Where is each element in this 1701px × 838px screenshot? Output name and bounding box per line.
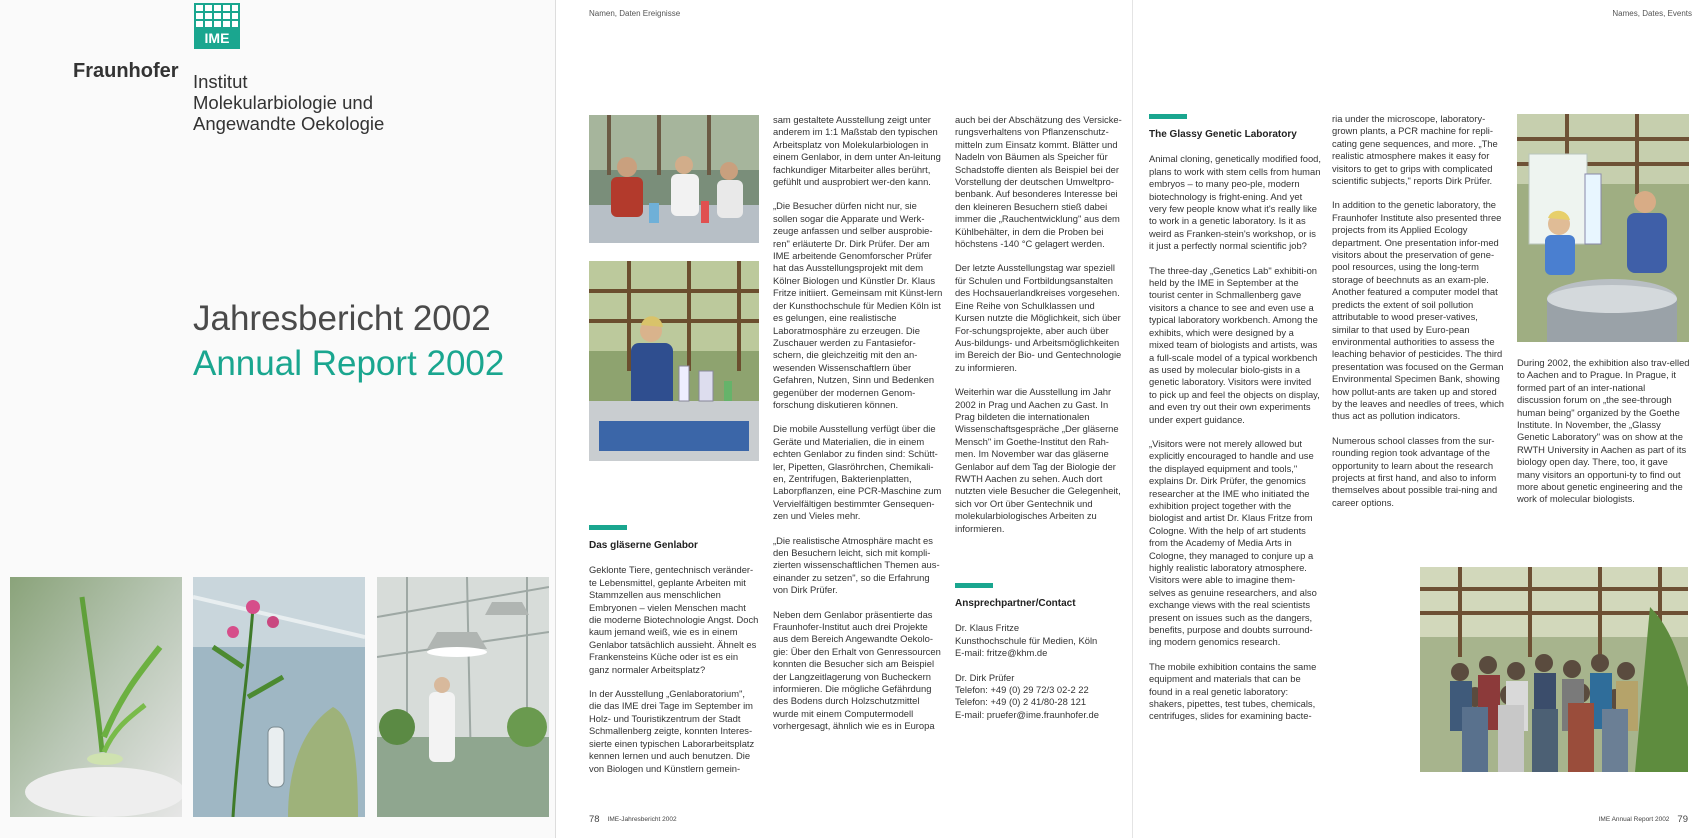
title-english: Annual Report 2002 bbox=[193, 344, 505, 383]
photo-woman-lab-bench bbox=[589, 261, 759, 461]
text-column-2 bbox=[1332, 113, 1504, 521]
institute-line: Institut bbox=[193, 71, 248, 92]
photo-greenhouse-lab bbox=[377, 577, 549, 817]
heading-accent-bar bbox=[1149, 114, 1187, 119]
ime-logo bbox=[194, 3, 240, 49]
text-column-3 bbox=[955, 114, 1125, 547]
paragraph: In addition to the genetic laboratory, the Fraunhofer Institute also presented three projects from its Applied Ecology department. One presentation infor-med visitors about the preservation of gene-pool resources, using the long-term storage of beechnuts as an exam-ple. Another featured a computer model that predicts the extent of soil pollution attributable to wood preser-vatives, similar to that used by Euro-pean environmental authorities to assess the leaching behavior of pesticides. The third presentation was focused on the German Environmental Specimen Bank, showing how pollut-ants are taken up and stored by the leaves and needles of trees, which thus act as pollution indicators. bbox=[1332, 199, 1504, 422]
paragraph: Die mobile Ausstellung verfügt über die Geräte und Materialien, die in einem echten Genlabor zu finden sind: Schütt-ler, Pipetten, Glasröhrchen, Chemikali-en, Zentrifugen, Bakterienplatten, Laborpflanzen, eine PCR-Maschine zum Vervielfältigen bestimmter Gensequen-zen und Vieles mehr. bbox=[773, 423, 942, 522]
paragraph: Geklonte Tiere, gentechnisch veränder-te Lebensmittel, geplante Arbeiten mit Stammzellen aus menschlichen Embryonen – vielen Menschen macht die moderne Biotechnologie Angst. Doch kaum jemand weiß, wie es in einem Genlabor tatsächlich aussieht. Ähnelt es Frankensteins Küche oder ist es ein ganz normaler Arbeitsplatz? bbox=[589, 564, 759, 675]
contact-email: E-mail: fritze@khm.de bbox=[955, 647, 1048, 659]
paragraph: During 2002, the exhibition also trav-elled to Aachen and to Prague. In Prague, it formed part of an inter-national discussion forum on „the see-through human being" organized by the Goethe Institute. In November, the „Glassy Genetic Laboratory" was on show at the RWTH University in Aachen as part of its biology open day. There, too, it gave many visitors an opportuni-ty to find out more about genetic engineering and the work of molecular biologists. bbox=[1517, 357, 1690, 505]
paragraph: „Visitors were not merely allowed but explicitly encouraged to handle and use the displayed equipment and tools," explains Dr. Dirk Prüfer, the genomics researcher at the IME who initiated the exhibition project together with the biologist and artist Dr. Klaus Fritze from Cologne. With the help of art students from the Academy of Media Arts in Cologne, they managed to conjure up a highly realistic laboratory atmosphere. Visitors were able to imagine them-selves as genuine researchers, and also exchange views with the real scientists present on issues such as the dangers, benefits, purpose and doubts surround-ing modern genomics research. bbox=[1149, 437, 1317, 648]
paragraph: The three-day „Genetics Lab" exhibiti-on held by the IME in September at the tourist center in Schmallenberg gave visitors a chance to see and even use a typical laboratory workbench. Among the exhibits, which were designed by a mixed team of biologists and artists, was a full-scale model of a typical workbench as used by molecular biolo-gists in a genetic laboratory. Visitors were invited to pick up and feel the objects on display, and even try out their own experiments under expert guidance. bbox=[1149, 264, 1320, 425]
institute-line: Angewandte Oekologie bbox=[193, 113, 385, 134]
heading-accent-bar bbox=[955, 583, 993, 588]
logo-grid-icon bbox=[194, 3, 240, 33]
paragraph: Animal cloning, genetically modified food, plans to work with stem cells from human embryos – to many peo-ple, modern biotechnology is fright-ening. And yet very few people know what it's really like to work in a genetic laboratory. Is it as weird as Franken-stein's workshop, or is it just a perfectly normal scientific job? bbox=[1149, 153, 1321, 252]
photo-visitors-lab bbox=[589, 115, 759, 243]
contact-line: Kunsthochschule für Medien, Köln bbox=[955, 634, 1098, 646]
page-number: 78 bbox=[589, 814, 600, 825]
institute-line: Molekularbiologie und bbox=[193, 92, 373, 113]
contact-heading: Ansprechpartner/Contact bbox=[955, 598, 1076, 609]
paragraph: Neben dem Genlabor präsentierte das Fraunhofer-Institut auch drei Projekte aus dem Bereich Angewandte Oekolo-gie: Über den Erhalt von Genressourcen konnten die Besucher sich am Beispiel der Langzeitlagerung von Bucheckern informieren. Die mögliche Gefährdung des Bodens durch Holzschutzmittel wurde mit einem Computermodell vorhergesagt, ähnlich wie es in Europa bbox=[773, 608, 941, 732]
contact-box bbox=[955, 583, 1125, 733]
page-number: 79 bbox=[1677, 814, 1688, 825]
contact-line: Dr. Dirk Prüfer bbox=[955, 671, 1015, 683]
paragraph: „Die Besucher dürfen nicht nur, sie sollen sogar die Apparate und Werk-zeuge anfassen und selber ausprobie-ren" erläuterte Dr. Dirk Prüfer. Der am IME arbeitende Genomforscher Prüfer hat das Ausstellungsprojekt mit dem Kölner Biologen und Künstler Dr. Klaus Fritze initiiert. Gemeinsam mit Künst-lern der Kunsthochschule für Medien Köln ist es gelungen, eine realistische Laboratmosphäre zu erzeugen. Die Zuschauer werden zu Fantasiefor-schern, die gleichzeitig mit den an-wesenden Wissenschaftlern über Gefahren, Nutzen, Sinn und Bedenken gegenüber der modernen Genom-forschung diskutieren können. bbox=[773, 200, 943, 410]
logo-text: IME bbox=[204, 30, 230, 46]
text-column-3 bbox=[1517, 357, 1691, 518]
contact-entry bbox=[955, 622, 1125, 659]
paragraph: Der letzte Ausstellungstag war speziell für Schulen und Fortbildungsanstalten des Hochsauerlandkreises vorgesehen. Eine Reihe von Schulklassen und Kursen nutzte die Möglichkeit, sich über For-schungsprojekte, aber auch über Aus-bildungs- und Arbeitsmöglichkeiten im Bereich der Bio- und Gentechnologie zu informieren. bbox=[955, 262, 1122, 373]
paragraph: Weiterhin war die Ausstellung im Jahr 2002 in Prag und Aachen zu Gast. In Prag bildeten die internationalen Wissenschaftsgespräche „Der gläserne Mensch" im Goethe-Institut den Rah-men. Im November war das gläserne Genlabor auf dem Tag der Biologie der RWTH Aachen zu sehen. Auch dort nutzten viele Besucher die Gelegenheit, sich vor Ort über Gentechnik und molekularbiologisches Arbeiten zu informieren. bbox=[955, 386, 1121, 534]
running-head: Names, Dates, Events bbox=[1612, 9, 1692, 18]
page-78 bbox=[555, 0, 1133, 838]
text-column-1 bbox=[1149, 114, 1321, 735]
contact-line: Dr. Klaus Fritze bbox=[955, 622, 1020, 634]
text-column-1 bbox=[589, 525, 759, 787]
text-column-2 bbox=[773, 114, 943, 745]
article-heading: Das gläserne Genlabor bbox=[589, 540, 698, 551]
title-german: Jahresbericht 2002 bbox=[193, 299, 491, 338]
photo-child-demo bbox=[1517, 114, 1689, 342]
photo-plant-vial bbox=[193, 577, 365, 817]
article-heading: The Glassy Genetic Laboratory bbox=[1149, 129, 1297, 140]
photo-crowd-exhibition bbox=[1420, 567, 1688, 772]
contact-phone: Telefon: +49 (0) 29 72/3 02-2 22 bbox=[955, 684, 1089, 696]
paragraph: auch bei der Abschätzung des Versicke-rungsverhaltens von Pflanzenschutz-mitteln zum Einsatz kommt. Blätter und Nadeln von Bäumen als Speicher für Schadstoffe dienten als Beispiel bei der Vorstellung der deutschen Umweltpro-benbank. Auf besonderes Interesse bei den kleineren Besuchern stieß dabei immer die „Rauchentwicklung" aus dem Kühlbehälter, in dem die Proben bei höchstens -140 °C gelagert werden. bbox=[955, 114, 1122, 250]
heading-accent-bar bbox=[589, 525, 627, 530]
photo-seedling bbox=[10, 577, 182, 817]
paragraph: In der Ausstellung „Genlaboratorium", die das IME drei Tage im September im Holz- und Touristikzentrum der Stadt Schmallenberg zeigte, konnten Interes-sierte einen typischen Laborarbeitsplatz kennen lernen und auch benutzen. Die von Biologen und Künstlern gemein- bbox=[589, 688, 755, 774]
paragraph: The mobile exhibition contains the same equipment and materials that can be found in a real genetic laboratory: shakers, pipettes, test tubes, chemicals, centrifuges, slides for examining bacte- bbox=[1149, 660, 1317, 722]
page-79 bbox=[1132, 0, 1701, 838]
paragraph: sam gestaltete Ausstellung zeigt unter anderem im 1:1 Maßstab den typischen Arbeitsplatz von Molekularbiologen in einem Genlabor, in dem unter An-leitung fachkundiger Mitarbeiter alles berührt, gefühlt und ausprobiert wer-den kann. bbox=[773, 114, 941, 188]
contact-phone: Telefon: +49 (0) 2 41/80-28 121 bbox=[955, 696, 1087, 708]
page-folio bbox=[589, 814, 677, 825]
paragraph: ria under the microscope, laboratory-grown plants, a PCR machine for repli-cating gene sequences, and more. „The realistic atmosphere makes it easy for visitors to get to grips with complicated scientific subjects," reports Dirk Prüfer. bbox=[1332, 113, 1498, 187]
cover-page bbox=[0, 0, 555, 838]
folio-text: IME Annual Report 2002 bbox=[1598, 815, 1670, 823]
page-folio bbox=[1599, 814, 1688, 825]
paragraph: Numerous school classes from the sur-rounding region took advantage of the opportunity to learn about the research projects at first hand, and also to inform themselves about possible trai-ning and career options. bbox=[1332, 434, 1498, 508]
folio-text: IME-Jahresbericht 2002 bbox=[607, 815, 677, 823]
paragraph: „Die realistische Atmosphäre macht es den Besuchern leicht, sich mit kompli-zierten wissenschaftlichen Themen aus-einander zu setzen", so die Erfahrung von Dirk Prüfer. bbox=[773, 534, 940, 596]
running-head: Namen, Daten Ereignisse bbox=[589, 9, 681, 18]
contact-email: E-mail: pruefer@ime.fraunhofer.de bbox=[955, 708, 1099, 720]
institute-name bbox=[193, 71, 384, 134]
brand-name: Fraunhofer bbox=[73, 60, 179, 82]
contact-entry bbox=[955, 672, 1125, 722]
